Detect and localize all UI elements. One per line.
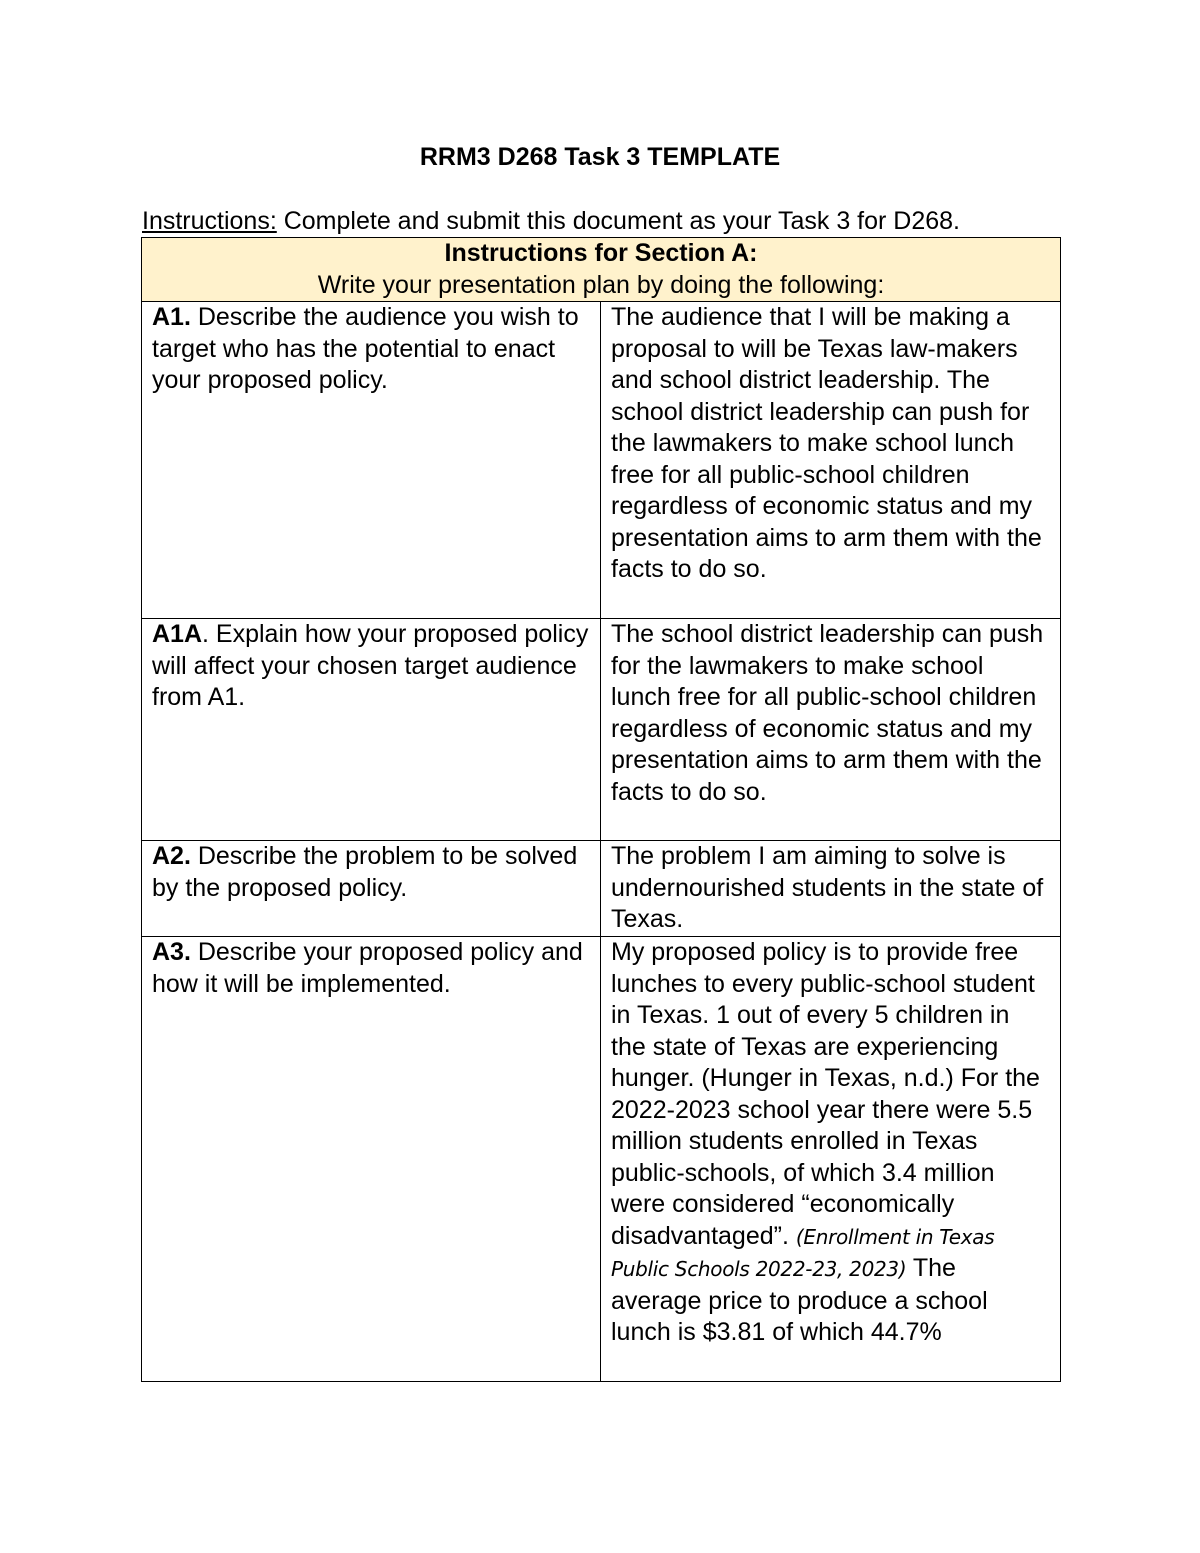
section-a-header <box>142 238 1061 302</box>
row-code-a3: A3. <box>152 938 191 966</box>
prompt-cell-a2 <box>142 841 601 937</box>
instructions-text: Complete and submit this document as your Task 3 for D268. <box>276 207 960 235</box>
section-a-table <box>141 237 1061 1382</box>
answer-cell-a3[interactable] <box>601 937 1061 1382</box>
instructions-line <box>142 205 960 237</box>
section-a-header-subtitle: Write your presentation plan by doing the following: <box>317 270 885 299</box>
answer-cell-a1[interactable]: The audience that I will be making a proposal to will be Texas law-makers and school district leadership. The school district leadership can push for the lawmakers to make school lunch free for all public-school children regardless of economic status and my presentation aims to arm them with the facts to do so. <box>601 302 1061 619</box>
answer-a3-text-continued: The average price to produce a school lunch is $3.81 of which 44.7% <box>611 1254 988 1346</box>
table-row-a1 <box>142 302 1061 619</box>
table-row-a1a <box>142 619 1061 841</box>
answer-cell-a2[interactable]: The problem I am aiming to solve is undernourished students in the state of Texas. <box>601 841 1061 937</box>
section-a-header-row <box>142 238 1061 302</box>
row-code-a1: A1. <box>152 303 191 331</box>
answer-a3-text: My proposed policy is to provide free lunches to every public-school student in Texas. 1 out of every 5 children in the state of Texas are experiencing hunger. (Hunger in Texas, n.d.) For the 2022-2023 school year there were 5.5 million students enrolled in Texas public-schools, of which 3.4 million were considered “economically disadvantaged”. <box>611 938 1040 1250</box>
answer-a3-citation: (Enrollment in Texas Public Schools 2022-23, 2023) <box>611 1224 995 1281</box>
answer-cell-a1a[interactable]: The school district leadership can push for the lawmakers to make school lunch free for all public-school children regardless of economic status and my presentation aims to arm them with the facts to do so. <box>601 619 1061 841</box>
document-title: RRM3 D268 Task 3 TEMPLATE <box>419 143 781 171</box>
prompt-cell-a1a <box>142 619 601 841</box>
section-a-header-title: Instructions for Section A: <box>444 239 758 267</box>
row-prompt-a1a: . Explain how your proposed policy will affect your chosen target audience from A1. <box>152 620 589 711</box>
row-code-a1a: A1A <box>152 620 203 648</box>
table-row-a2 <box>142 841 1061 937</box>
row-code-a2: A2. <box>152 842 191 870</box>
table-row-a3 <box>142 937 1061 1382</box>
prompt-cell-a1 <box>142 302 601 619</box>
instructions-label: Instructions: <box>142 207 277 235</box>
row-prompt-a1: Describe the audience you wish to target who has the potential to enact your proposed policy. <box>152 303 579 394</box>
row-prompt-a3: Describe your proposed policy and how it will be implemented. <box>152 938 583 998</box>
prompt-cell-a3 <box>142 937 601 1382</box>
row-prompt-a2: Describe the problem to be solved by the proposed policy. <box>152 842 578 902</box>
